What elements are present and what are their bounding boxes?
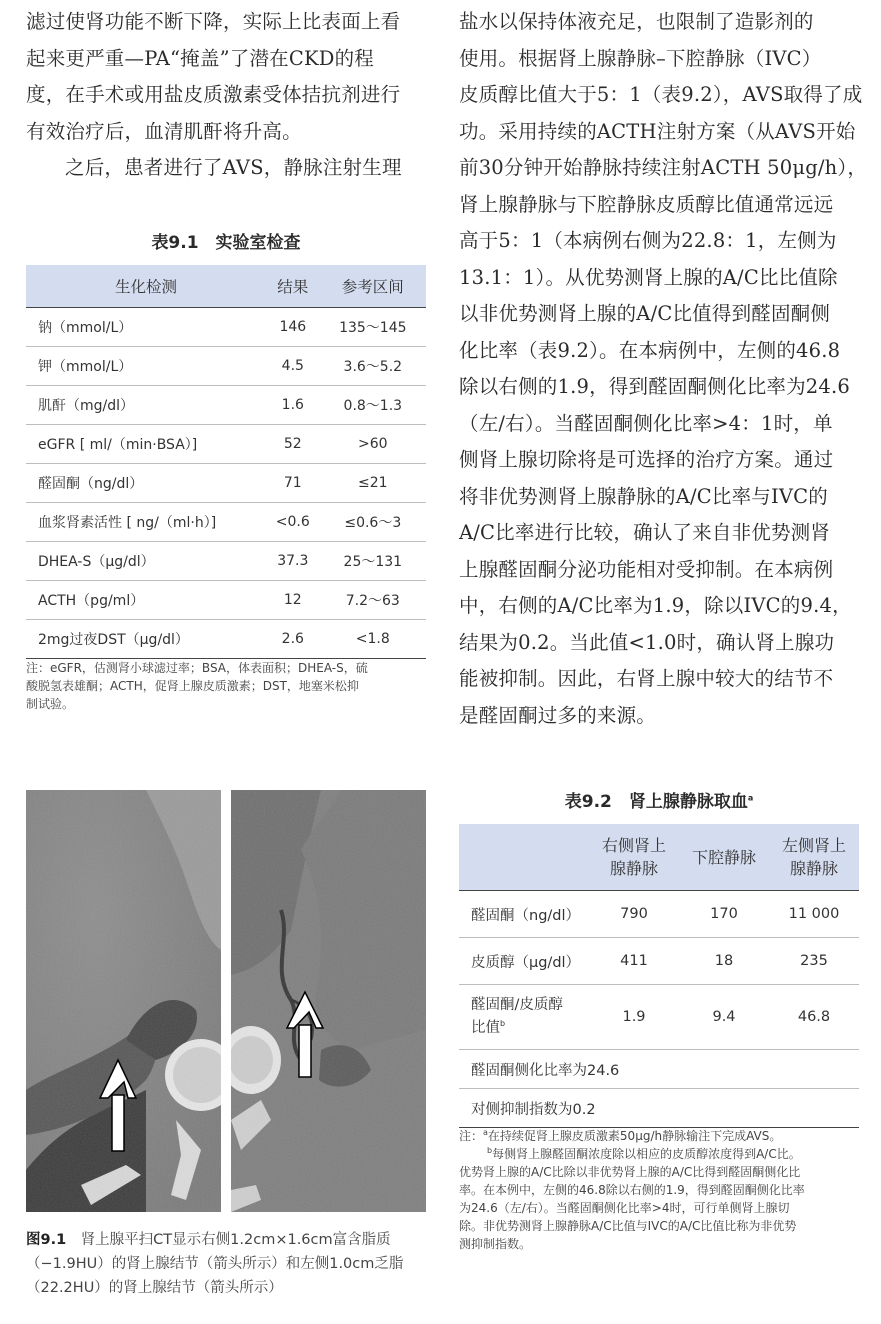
label-line: 醛固酮/皮质醇: [471, 997, 563, 1013]
caption-line: [26, 1228, 426, 1252]
cell-value: 411: [589, 938, 679, 985]
text-line: 度，在手术或用盐皮质激素受体拮抗剂进行: [26, 83, 401, 106]
label-line: 比值: [471, 1020, 500, 1036]
text-line: 中，右侧的A/C比率为1.9，除以IVC的9.4，: [459, 594, 852, 617]
table-row: [26, 620, 426, 659]
result-value: 37.3: [266, 542, 320, 581]
result-value: 4.5: [266, 347, 320, 386]
result-value: <0.6: [266, 503, 320, 542]
footnote-marker: b: [487, 1146, 493, 1155]
reference-range: >60: [320, 425, 426, 464]
footnote-marker: a: [747, 793, 754, 803]
figure-caption: [26, 1228, 426, 1300]
reference-range: 25～131: [320, 542, 426, 581]
table-header-row: [26, 265, 426, 308]
table-header-row: [459, 824, 859, 891]
caption-line: （−1.9HU）的肾上腺结节（箭头所示）和左侧1.0cm乏脂: [26, 1256, 404, 1272]
figure-label: 图9.1: [26, 1232, 67, 1248]
table-row: [26, 581, 426, 620]
result-value: 71: [266, 464, 320, 503]
cell-value: 11 000: [769, 891, 859, 938]
note-text: 在持续促肾上腺皮质激素50μg/h静脉输注下完成AVS。: [487, 1129, 782, 1143]
cell-value: 170: [679, 891, 769, 938]
note-line: 制试验。: [26, 697, 75, 711]
ct-image-left-adrenal: [231, 790, 426, 1212]
column-header: [679, 824, 769, 891]
footnote-marker: a: [483, 1128, 488, 1137]
reference-range: 7.2～63: [320, 581, 426, 620]
header-line: 左侧肾上: [781, 836, 846, 855]
text-line: （左/右）。当醛固酮侧化比率>4：1时，单: [459, 411, 833, 435]
summary-cell: 对侧抑制指数为0.2: [459, 1089, 859, 1128]
table-row: [459, 1089, 859, 1128]
note-line: 率。在本例中，左侧的46.8除以右侧的1.9，得到醛固酮侧化比率: [459, 1183, 805, 1197]
table-row: [459, 891, 859, 938]
header-line: 右侧肾上: [601, 836, 666, 855]
test-name: 醛固酮（ng/dl）: [26, 464, 266, 503]
column-header: [589, 824, 679, 891]
text-line: 除以右侧的1.9，得到醛固酮侧化比率为24.6: [459, 375, 851, 398]
text-line: 滤过使肾功能不断下降，实际上比表面上看: [26, 10, 401, 33]
footnote-marker: b: [500, 1019, 506, 1029]
note-line: 为24.6（左/右）。当醛固酮侧化比率>4时，可行单侧肾上腺切: [459, 1201, 790, 1215]
table2-note: [459, 1127, 861, 1253]
text-line: 上腺醛固酮分泌功能相对受抑制。在本病例: [459, 557, 834, 581]
header-line: 腺静脉: [609, 859, 658, 878]
table-row: [26, 542, 426, 581]
note-line: 测抑制指数。: [459, 1237, 532, 1251]
row-label: 皮质醇（μg/dl）: [459, 938, 589, 985]
text-line: 将非优势测肾上腺静脉的A/C比率与IVC的: [459, 484, 828, 508]
text-line: 之后，患者进行了AVS，静脉注射生理: [65, 156, 402, 179]
note-line: [459, 1145, 861, 1163]
reference-range: ≤21: [320, 464, 426, 503]
cell-value: 18: [679, 938, 769, 985]
test-name: eGFR [ ml/（min·BSA）]: [26, 425, 266, 464]
table1-title: 表9.1 实验室检查: [151, 233, 301, 253]
reference-range: <1.8: [320, 620, 426, 659]
left-body-text: [26, 4, 436, 187]
table-row: [26, 425, 426, 464]
caption-text: 肾上腺平扫CT显示右侧1.2cm×1.6cm富含脂质: [80, 1232, 391, 1248]
cell-value: 1.9: [589, 985, 679, 1050]
right-body-text: [459, 4, 869, 734]
text-line: 起来更严重—PA“掩盖”了潜在CKD的程: [26, 46, 374, 70]
ct-figure: [26, 790, 426, 1212]
lab-results-table: [26, 265, 426, 659]
text-line: 能被抑制。因此，右肾上腺中较大的结节不: [459, 667, 834, 690]
text-line: 有效治疗后，血清肌酐将升高。: [26, 119, 302, 143]
header-line: 下腔静脉: [691, 847, 756, 867]
note-text: 每侧肾上腺醛固酮浓度除以相应的皮质醇浓度得到A/C比。: [492, 1147, 801, 1161]
row-label: 醛固酮（ng/dl）: [459, 891, 589, 938]
table-row: [26, 503, 426, 542]
column-header: [769, 824, 859, 891]
test-name: ACTH（pg/ml）: [26, 581, 266, 620]
test-name: 钾（mmol/L）: [26, 347, 266, 386]
table1-note: [26, 659, 426, 713]
column-header: 生化检测: [26, 265, 266, 308]
text-line: 功。采用持续的ACTH注射方案（从AVS开始: [459, 119, 856, 143]
result-value: 146: [266, 308, 320, 347]
reference-range: 0.8～1.3: [320, 386, 426, 425]
cell-value: 46.8: [769, 985, 859, 1050]
text-line: 侧肾上腺切除将是可选择的治疗方案。通过: [459, 448, 834, 471]
result-value: 2.6: [266, 620, 320, 659]
text-line: 化比率（表9.2）。在本病例中，左侧的46.8: [459, 338, 841, 362]
reference-range: ≤0.6～3: [320, 503, 426, 542]
column-header: [459, 824, 589, 891]
text-line: 结果为0.2。当此值<1.0时，确认肾上腺功: [459, 630, 835, 654]
note-line: 优势肾上腺的A/C比除以非优势肾上腺的A/C比得到醛固酮侧化比: [459, 1165, 801, 1179]
note-prefix: 注：: [459, 1129, 484, 1143]
test-name: 肌酐（mg/dl）: [26, 386, 266, 425]
test-name: 血浆肾素活性 [ ng/（ml·h）]: [26, 503, 266, 542]
column-header: 参考区间: [320, 265, 426, 308]
test-name: DHEA-S（μg/dl）: [26, 542, 266, 581]
table-row: [26, 347, 426, 386]
text-line: 使用。根据肾上腺静脉–下腔静脉（IVC）: [459, 46, 822, 70]
table-row: [459, 1050, 859, 1089]
result-value: 1.6: [266, 386, 320, 425]
text-line: 是醛固酮过多的来源。: [459, 703, 657, 727]
text-line: 以非优势测肾上腺的A/C比值得到醛固酮侧: [459, 302, 831, 325]
note-line: 注：eGFR，估测肾小球滤过率；BSA，体表面积；DHEA-S，硫: [26, 661, 368, 675]
table-row: [26, 308, 426, 347]
cell-value: 790: [589, 891, 679, 938]
reference-range: 3.6～5.2: [320, 347, 426, 386]
result-value: 12: [266, 581, 320, 620]
text-line: 高于5：1（本病例右侧为22.8：1，左侧为: [459, 229, 837, 252]
table-row: [26, 464, 426, 503]
table2-title: [459, 787, 859, 812]
note-line: 除。非优势测肾上腺静脉A/C比值与IVC的A/C比值比称为非优势: [459, 1219, 797, 1233]
ct-image-right-adrenal: [26, 790, 221, 1212]
cell-value: 9.4: [679, 985, 769, 1050]
text-line: 盐水以保持体液充足，也限制了造影剂的: [459, 10, 814, 33]
caption-line: （22.2HU）的肾上腺结节（箭头所示）: [26, 1280, 283, 1296]
reference-range: 135～145: [320, 308, 426, 347]
table-row: [459, 938, 859, 985]
result-value: 52: [266, 425, 320, 464]
column-header: 结果: [266, 265, 320, 308]
text-line: 肾上腺静脉与下腔静脉皮质醇比值通常远远: [459, 192, 834, 216]
text-line: 13.1：1）。从优势测肾上腺的A/C比比值除: [459, 265, 838, 289]
cell-value: 235: [769, 938, 859, 985]
note-line: 酸脱氢表雄酮；ACTH，促肾上腺皮质激素；DST，地塞米松抑: [26, 679, 359, 693]
adrenal-vein-sampling-table: [459, 824, 859, 1128]
test-name: 钠（mmol/L）: [26, 308, 266, 347]
text-line: 皮质醇比值大于5：1（表9.2），AVS取得了成: [459, 83, 863, 106]
table-row: [26, 386, 426, 425]
table-row: [459, 985, 859, 1050]
text-line: A/C比率进行比较，确认了来自非优势测肾: [459, 521, 831, 544]
table2-title-text: 表9.2 肾上腺静脉取血: [564, 792, 748, 812]
summary-cell: 醛固酮侧化比率为24.6: [459, 1050, 859, 1089]
text-line: 前30分钟开始静脉持续注射ACTH 50μg/h），: [459, 156, 868, 179]
note-line: [459, 1127, 861, 1145]
header-line: 腺静脉: [789, 859, 838, 878]
test-name: 2mg过夜DST（μg/dl）: [26, 620, 266, 659]
row-label: [459, 985, 589, 1050]
